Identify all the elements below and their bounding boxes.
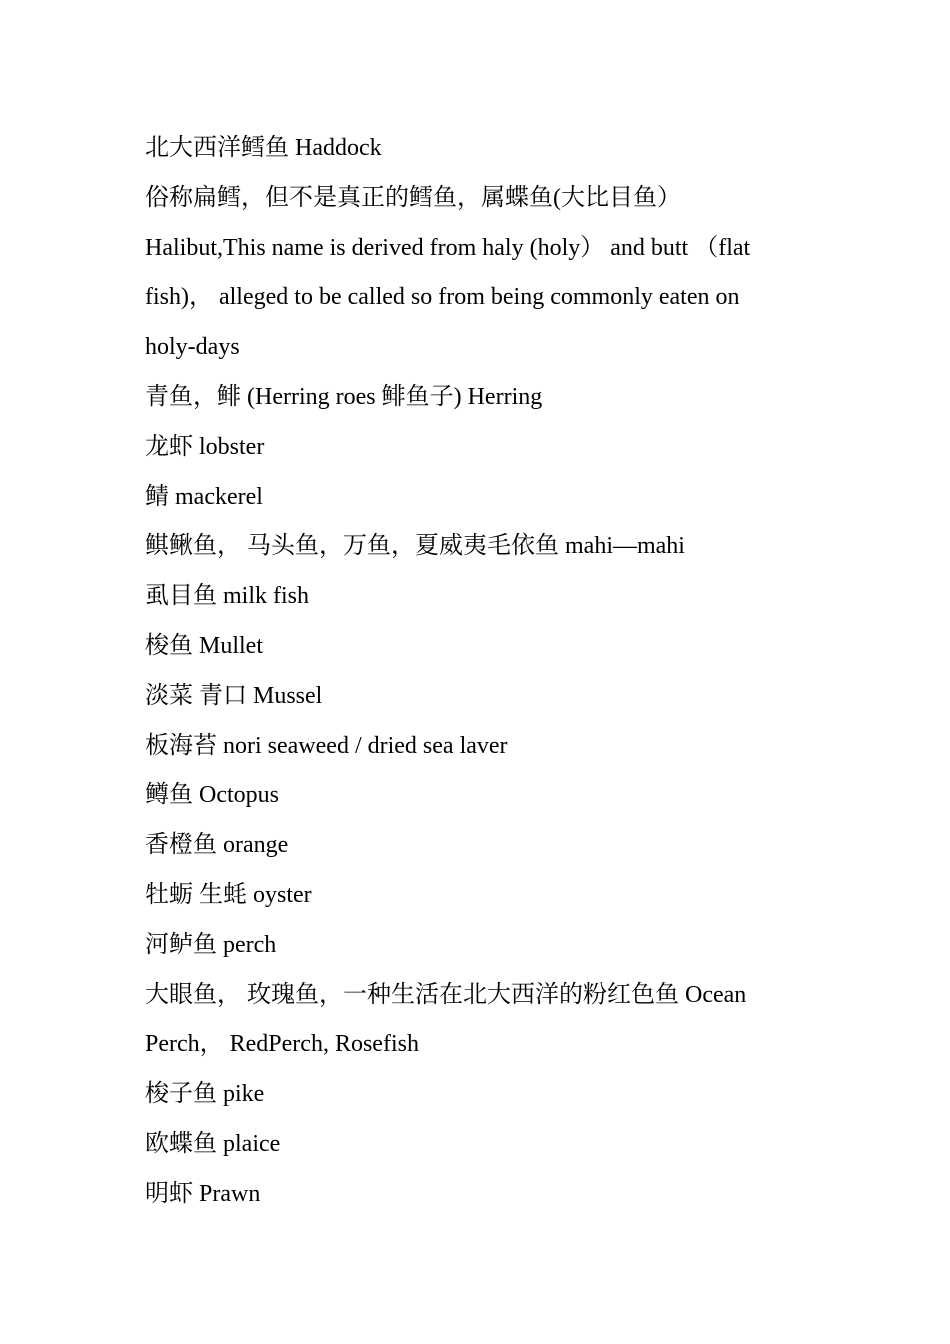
text-line: 梭子鱼 pike bbox=[145, 1081, 265, 1108]
text-line: 鲭 mackerel bbox=[145, 483, 263, 510]
text-line: 牡蛎 生蚝 oyster bbox=[145, 881, 312, 908]
text-line: Halibut,This name is derived from haly (holy） and butt （flat bbox=[145, 234, 751, 261]
text-line: 俗称扁鳕，但不是真正的鳕鱼，属蝶鱼(大比目鱼） bbox=[145, 184, 681, 211]
text-line: 青鱼，鲱 (Herring roes 鲱鱼子) Herring bbox=[145, 383, 543, 410]
document-page bbox=[145, 124, 805, 1220]
text-line: 大眼鱼， 玫瑰鱼，一种生活在北大西洋的粉红色鱼 Ocean bbox=[145, 981, 747, 1008]
text-line: 鳟鱼 Octopus bbox=[145, 782, 279, 809]
text-line: 龙虾 lobster bbox=[145, 433, 265, 460]
text-line: 鲯鳅鱼， 马头鱼，万鱼，夏威夷毛依鱼 mahi—mahi bbox=[145, 533, 685, 560]
text-line: 梭鱼 Mullet bbox=[145, 632, 263, 659]
text-line: Perch， RedPerch, Rosefish bbox=[145, 1031, 419, 1058]
text-line: 香橙鱼 orange bbox=[145, 832, 289, 859]
text-line: 明虾 Prawn bbox=[145, 1180, 261, 1207]
text-line: fish)， alleged to be called so from being commonly eaten on bbox=[145, 284, 740, 311]
text-line: 欧蝶鱼 plaice bbox=[145, 1130, 281, 1157]
text-line: 河鲈鱼 perch bbox=[145, 931, 277, 958]
text-line: 北大西洋鳕鱼 Haddock bbox=[145, 135, 382, 161]
text-line: 虱目鱼 milk fish bbox=[145, 583, 310, 610]
text-line: holy-days bbox=[145, 334, 240, 361]
text-line: 板海苔 nori seaweed / dried sea laver bbox=[145, 732, 508, 759]
text-line: 淡菜 青口 Mussel bbox=[145, 682, 323, 709]
